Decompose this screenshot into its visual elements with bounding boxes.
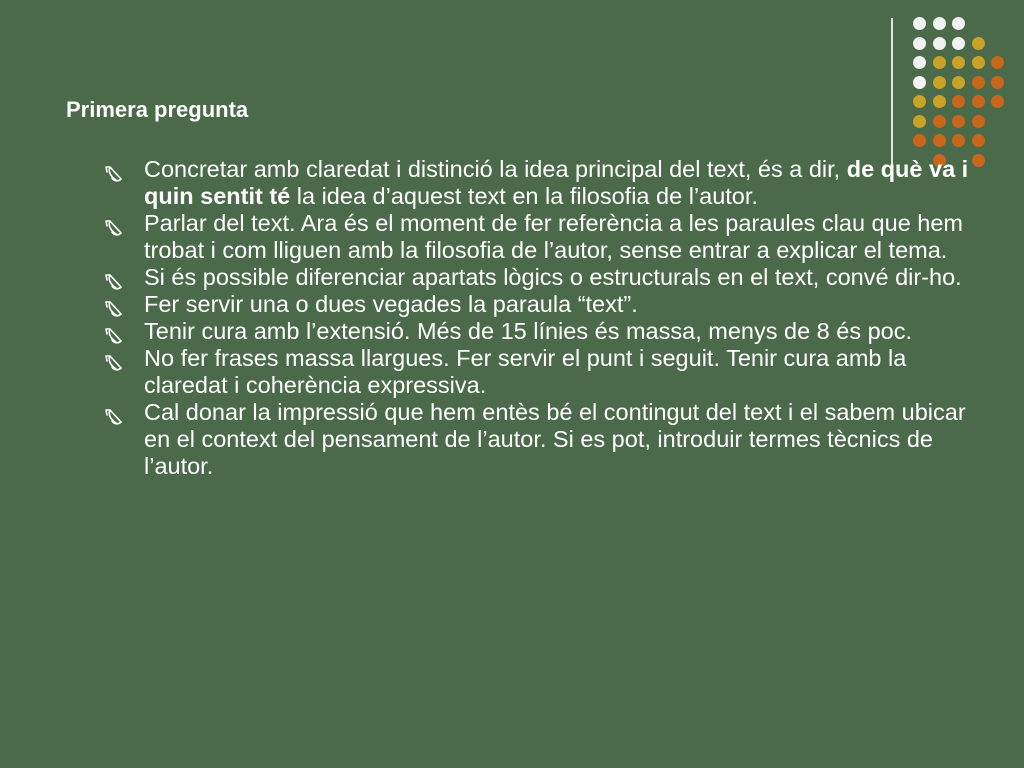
decorative-dot xyxy=(933,37,946,50)
decorative-dot xyxy=(952,76,965,89)
decorative-dot xyxy=(933,115,946,128)
bullet-text-pre: No fer frases massa llargues. Fer servir el punt i seguit. Tenir cura amb la claredat i coherència expressiva. xyxy=(144,345,907,398)
decorative-dot xyxy=(972,115,985,128)
decorative-dot xyxy=(913,134,926,147)
leaf-bullet-icon xyxy=(104,298,124,318)
leaf-bullet-icon xyxy=(104,325,124,345)
leaf-bullet-icon xyxy=(104,406,124,426)
bullet-text-pre: Fer servir una o dues vegades la paraula “text”. xyxy=(144,291,638,317)
leaf-bullet-icon xyxy=(104,271,124,291)
decorative-dot xyxy=(933,95,946,108)
bullet-text-pre: Concretar amb claredat i distinció la idea principal del text, és a dir, xyxy=(144,156,847,182)
bullet-item xyxy=(100,156,990,210)
decorative-dot xyxy=(913,95,926,108)
decorative-dot xyxy=(913,17,926,30)
decorative-dot xyxy=(972,56,985,69)
bullet-text-bold: de què va i quin sentit té xyxy=(144,156,969,209)
decorative-dot xyxy=(972,76,985,89)
bullet-list xyxy=(100,156,990,480)
decorative-dot xyxy=(913,115,926,128)
decorative-dot xyxy=(972,134,985,147)
bullet-item xyxy=(100,318,990,345)
decorative-dot xyxy=(952,37,965,50)
decorative-dot xyxy=(952,134,965,147)
leaf-bullet-icon xyxy=(104,163,124,183)
leaf-bullet-icon xyxy=(104,217,124,237)
decorative-dot xyxy=(933,17,946,30)
bullet-text-pre: Tenir cura amb l’extensió. Més de 15 línies és massa, menys de 8 és poc. xyxy=(144,318,913,344)
decorative-dot xyxy=(972,95,985,108)
bullet-item xyxy=(100,291,990,318)
bullet-item xyxy=(100,345,990,399)
decorative-dot xyxy=(913,56,926,69)
decorative-dot xyxy=(991,95,1004,108)
decorative-dot xyxy=(972,37,985,50)
decorative-dot xyxy=(952,115,965,128)
decorative-dot xyxy=(913,37,926,50)
decorative-dot xyxy=(952,56,965,69)
bullet-text-pre: Si és possible diferenciar apartats lògics o estructurals en el text, convé dir-ho. xyxy=(144,264,962,290)
bullet-text-pre: Cal donar la impressió que hem entès bé el contingut del text i el sabem ubicar en el context del pensament de l’autor. Si es pot, introduir termes tècnics de l’autor. xyxy=(144,399,966,479)
leaf-bullet-icon xyxy=(104,352,124,372)
decorative-dot xyxy=(991,76,1004,89)
bullet-item xyxy=(100,399,990,480)
decorative-dot xyxy=(991,56,1004,69)
bullet-text-post: la idea d’aquest text en la filosofia de l’autor. xyxy=(290,183,758,209)
bullet-item xyxy=(100,210,990,264)
decorative-dot xyxy=(952,17,965,30)
decorative-dot xyxy=(933,56,946,69)
slide-title: Primera pregunta xyxy=(66,97,249,122)
decorative-dot xyxy=(933,134,946,147)
decorative-dot xyxy=(913,76,926,89)
bullet-item xyxy=(100,264,990,291)
bullet-text-pre: Parlar del text. Ara és el moment de fer referència a les paraules clau que hem trobat i com lliguen amb la filosofia de l’autor, sense entrar a explicar el tema. xyxy=(144,210,964,263)
decorative-dot xyxy=(933,76,946,89)
decorative-dot xyxy=(952,95,965,108)
